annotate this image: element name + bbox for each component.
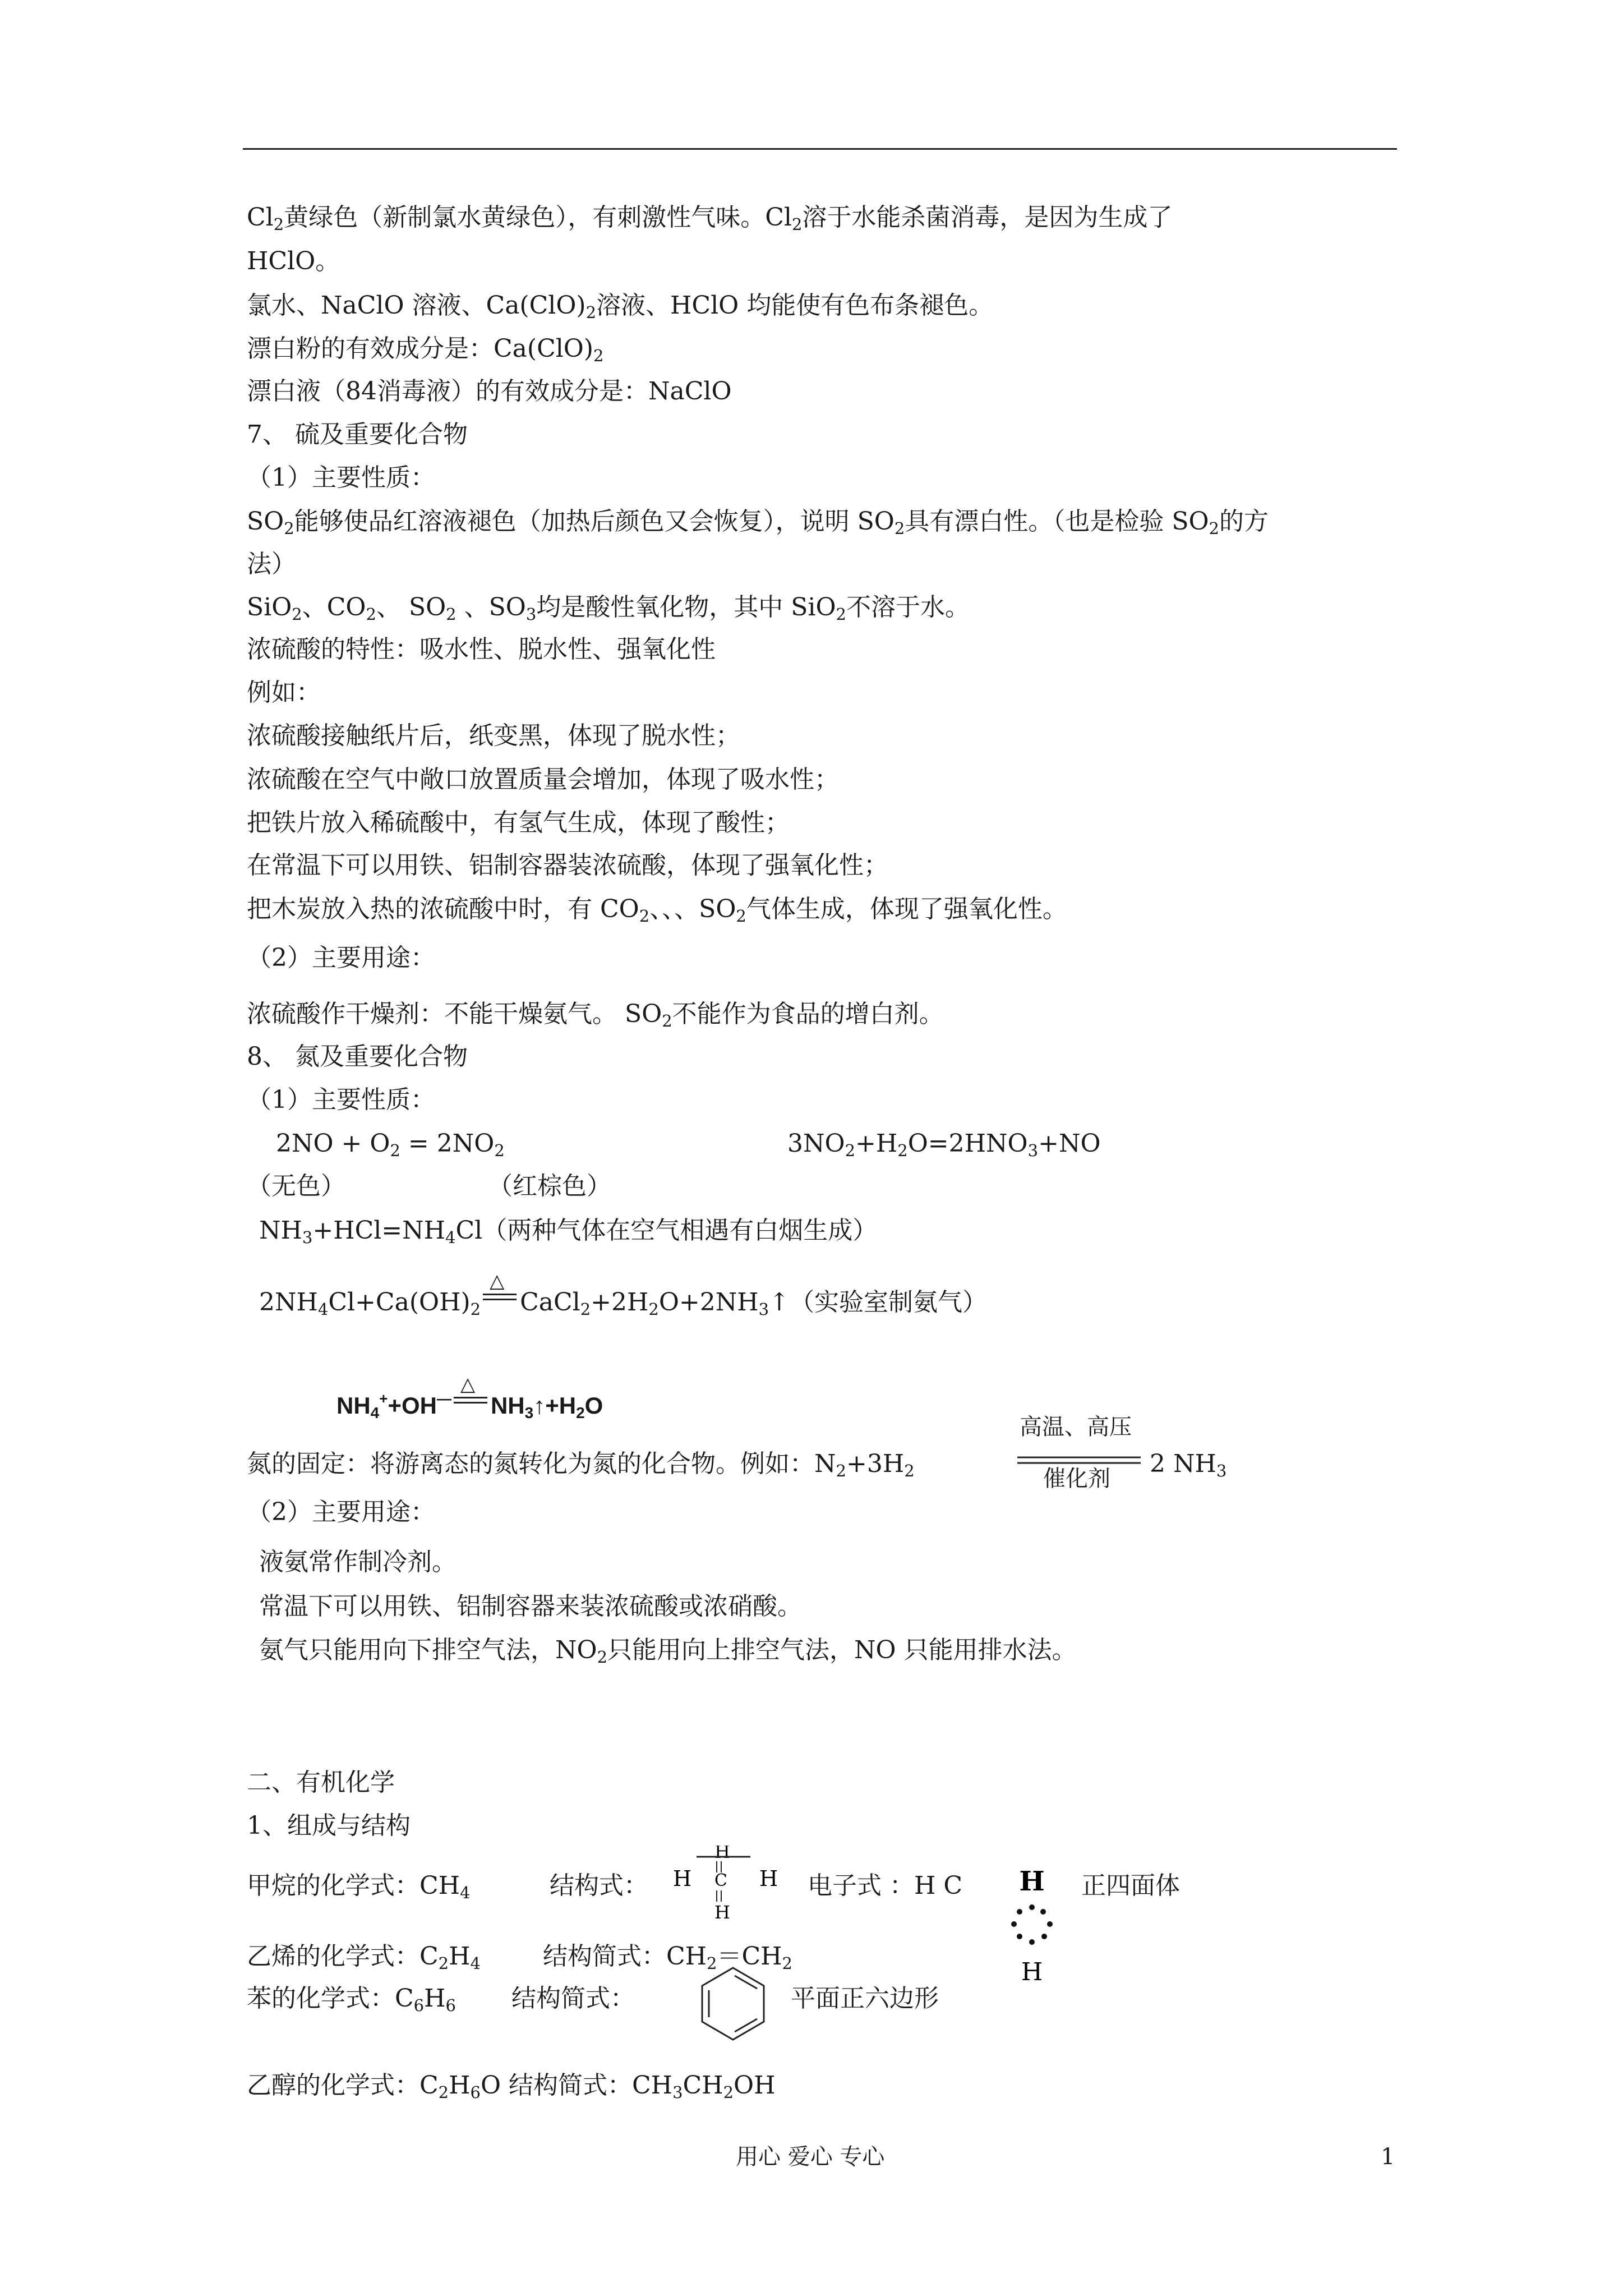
line-so2: $SO_2$能够使品红溶液褪色（加热后颜色又会恢复），说明 $SO_2$具有漂白性。（也是检验 $SO_2$的方 bbox=[247, 507, 1269, 538]
product-ammonia: 2 $NH_3$ bbox=[1150, 1450, 1227, 1480]
section-heading: 7、 硫及重要化合物 bbox=[247, 420, 468, 449]
svg-text:H: H bbox=[714, 1902, 730, 1923]
line-bleaching-liquid: 漂白液（84消毒液）的有效成分是：NaClO bbox=[247, 377, 732, 406]
equation-no2-water: $3NO_2+H_2O=2HNO_3+NO$ bbox=[787, 1129, 1101, 1160]
subheading: （2）主要用途： bbox=[247, 944, 435, 972]
electron-dot-diagram bbox=[998, 1862, 1066, 1997]
methane-structural-formula bbox=[667, 1846, 796, 1930]
subheading: （1）主要性质： bbox=[247, 1085, 435, 1114]
line-benzene: 苯的化学式：$C_6H_6$ bbox=[247, 1984, 456, 2015]
line-nitrogen-fixation: 氮的固定：将游离态的氮转化为氮的化合物。例如：$N_2+3H_2$ bbox=[247, 1450, 915, 1480]
footer-motto: 用心 爱心 专心 bbox=[736, 2144, 885, 2170]
line-use-3: 氨气只能用向下排空气法，$NO_2$只能用向上排空气法，NO 只能用排水法。 bbox=[259, 1636, 1077, 1667]
label-planar-hexagon: 平面正六边形 bbox=[791, 1984, 939, 2013]
svg-text:H: H bbox=[1019, 1866, 1045, 1897]
subheading: （1）主要性质： bbox=[247, 463, 435, 492]
label-structural-formula: 结构式： bbox=[550, 1871, 648, 1900]
label-red-brown: （红棕色） bbox=[488, 1172, 611, 1200]
line-example-2: 浓硫酸在空气中敞口放置质量会增加，体现了吸水性； bbox=[247, 765, 839, 794]
line-so2-cont: 法） bbox=[247, 550, 296, 578]
section-heading: 1、组成与结构 bbox=[247, 1811, 411, 1840]
page-number: 1 bbox=[1381, 2144, 1395, 2170]
line-example-3: 把铁片放入稀硫酸中，有氢气生成，体现了酸性； bbox=[247, 808, 790, 837]
subheading: （2）主要用途： bbox=[247, 1498, 435, 1526]
svg-text:C: C bbox=[714, 1871, 727, 1890]
condition-bottom: 催化剂 bbox=[1043, 1466, 1110, 1491]
line-oxides: SiO$_2$、$CO_2$、 $SO_2$ 、$SO_3$均是酸性氧化物，其中 SiO$_2$不溶于水。 bbox=[247, 593, 970, 624]
heat-equals-sign: △ bbox=[481, 1288, 520, 1310]
svg-text:H: H bbox=[673, 1866, 692, 1891]
line-bleach: 氯水、NaClO 溶液、$Ca(ClO)_2$溶液、HClO 均能使有色布条褪色。 bbox=[247, 291, 994, 322]
line-use-1: 液氨常作制冷剂。 bbox=[259, 1548, 457, 1576]
heat-equals-sign: △ bbox=[451, 1391, 491, 1414]
benzene-ring bbox=[697, 1963, 769, 2047]
equation-lab-ammonia: $2NH_4Cl+Ca(OH)_2$ △ $CaCl_2+2H_2O+2NH_3↑$（实验室制氨气） bbox=[259, 1270, 987, 1319]
line-methane: 甲烷的化学式：$CH_4$ bbox=[247, 1871, 471, 1902]
section-heading: 8、 氮及重要化合物 bbox=[247, 1042, 468, 1071]
line-example-5: 把木炭放入热的浓硫酸中时，有 $CO_2$、、、$SO_2$气体生成，体现了强氧化性。 bbox=[247, 895, 1067, 926]
equation-ammonium-ion: $NH_4^++OH^—$ △ $NH_3↑+H_2O$ bbox=[336, 1374, 603, 1421]
ethylene-structure: 结构简式：$CH_2=CH_2$ bbox=[543, 1942, 792, 1973]
svg-text:H: H bbox=[714, 1846, 730, 1862]
equation-no-oxidation: $2NO + O_2 = 2NO_2$ bbox=[276, 1129, 505, 1160]
line-example-4: 在常温下可以用铁、铝制容器装浓硫酸，体现了强氧化性； bbox=[247, 851, 888, 880]
line-example: 例如： bbox=[247, 678, 321, 707]
condition-top: 高温、高压 bbox=[1020, 1415, 1132, 1439]
label-structural-formula: 结构简式： bbox=[511, 1984, 635, 2013]
line-chlorine: $Cl_2$黄绿色（新制氯水黄绿色），有刺激性气味。$Cl_2$溶于水能杀菌消毒，是因为生成了 bbox=[247, 203, 1173, 234]
label-electron-formula: 电子式 ：H C bbox=[808, 1871, 963, 1900]
header-rule bbox=[243, 148, 1397, 150]
line-sulfuric-acid: 浓硫酸的特性：吸水性、脱水性、强氧化性 bbox=[247, 635, 716, 664]
svg-text:H: H bbox=[1021, 1958, 1043, 1986]
label-colorless: （无色） bbox=[247, 1172, 345, 1200]
line-bleaching-powder: 漂白粉的有效成分是：$Ca(ClO)_2$ bbox=[247, 334, 604, 365]
equation-nh3-hcl: $NH_3+HCl=NH_4Cl$（两种气体在空气相遇有白烟生成） bbox=[259, 1216, 878, 1247]
part-heading: 二、有机化学 bbox=[247, 1768, 395, 1797]
line-use-2: 常温下可以用铁、铝制容器来装浓硫酸或浓硝酸。 bbox=[259, 1592, 802, 1621]
svg-text:H: H bbox=[759, 1866, 778, 1891]
line-example-1: 浓硫酸接触纸片后，纸变黑，体现了脱水性； bbox=[247, 721, 740, 750]
line-hclo: HClO。 bbox=[247, 247, 340, 275]
line-ethanol: 乙醇的化学式：$C_2H_6O$ 结构简式：$CH_3CH_2OH$ bbox=[247, 2071, 776, 2102]
label-tetrahedron: 正四面体 bbox=[1081, 1871, 1180, 1900]
line-ethylene: 乙烯的化学式：$C_2H_4$ bbox=[247, 1942, 481, 1973]
line-drying-agent: 浓硫酸作干燥剂：不能干燥氨气。 $SO_2$不能作为食品的增白剂。 bbox=[247, 1000, 944, 1030]
